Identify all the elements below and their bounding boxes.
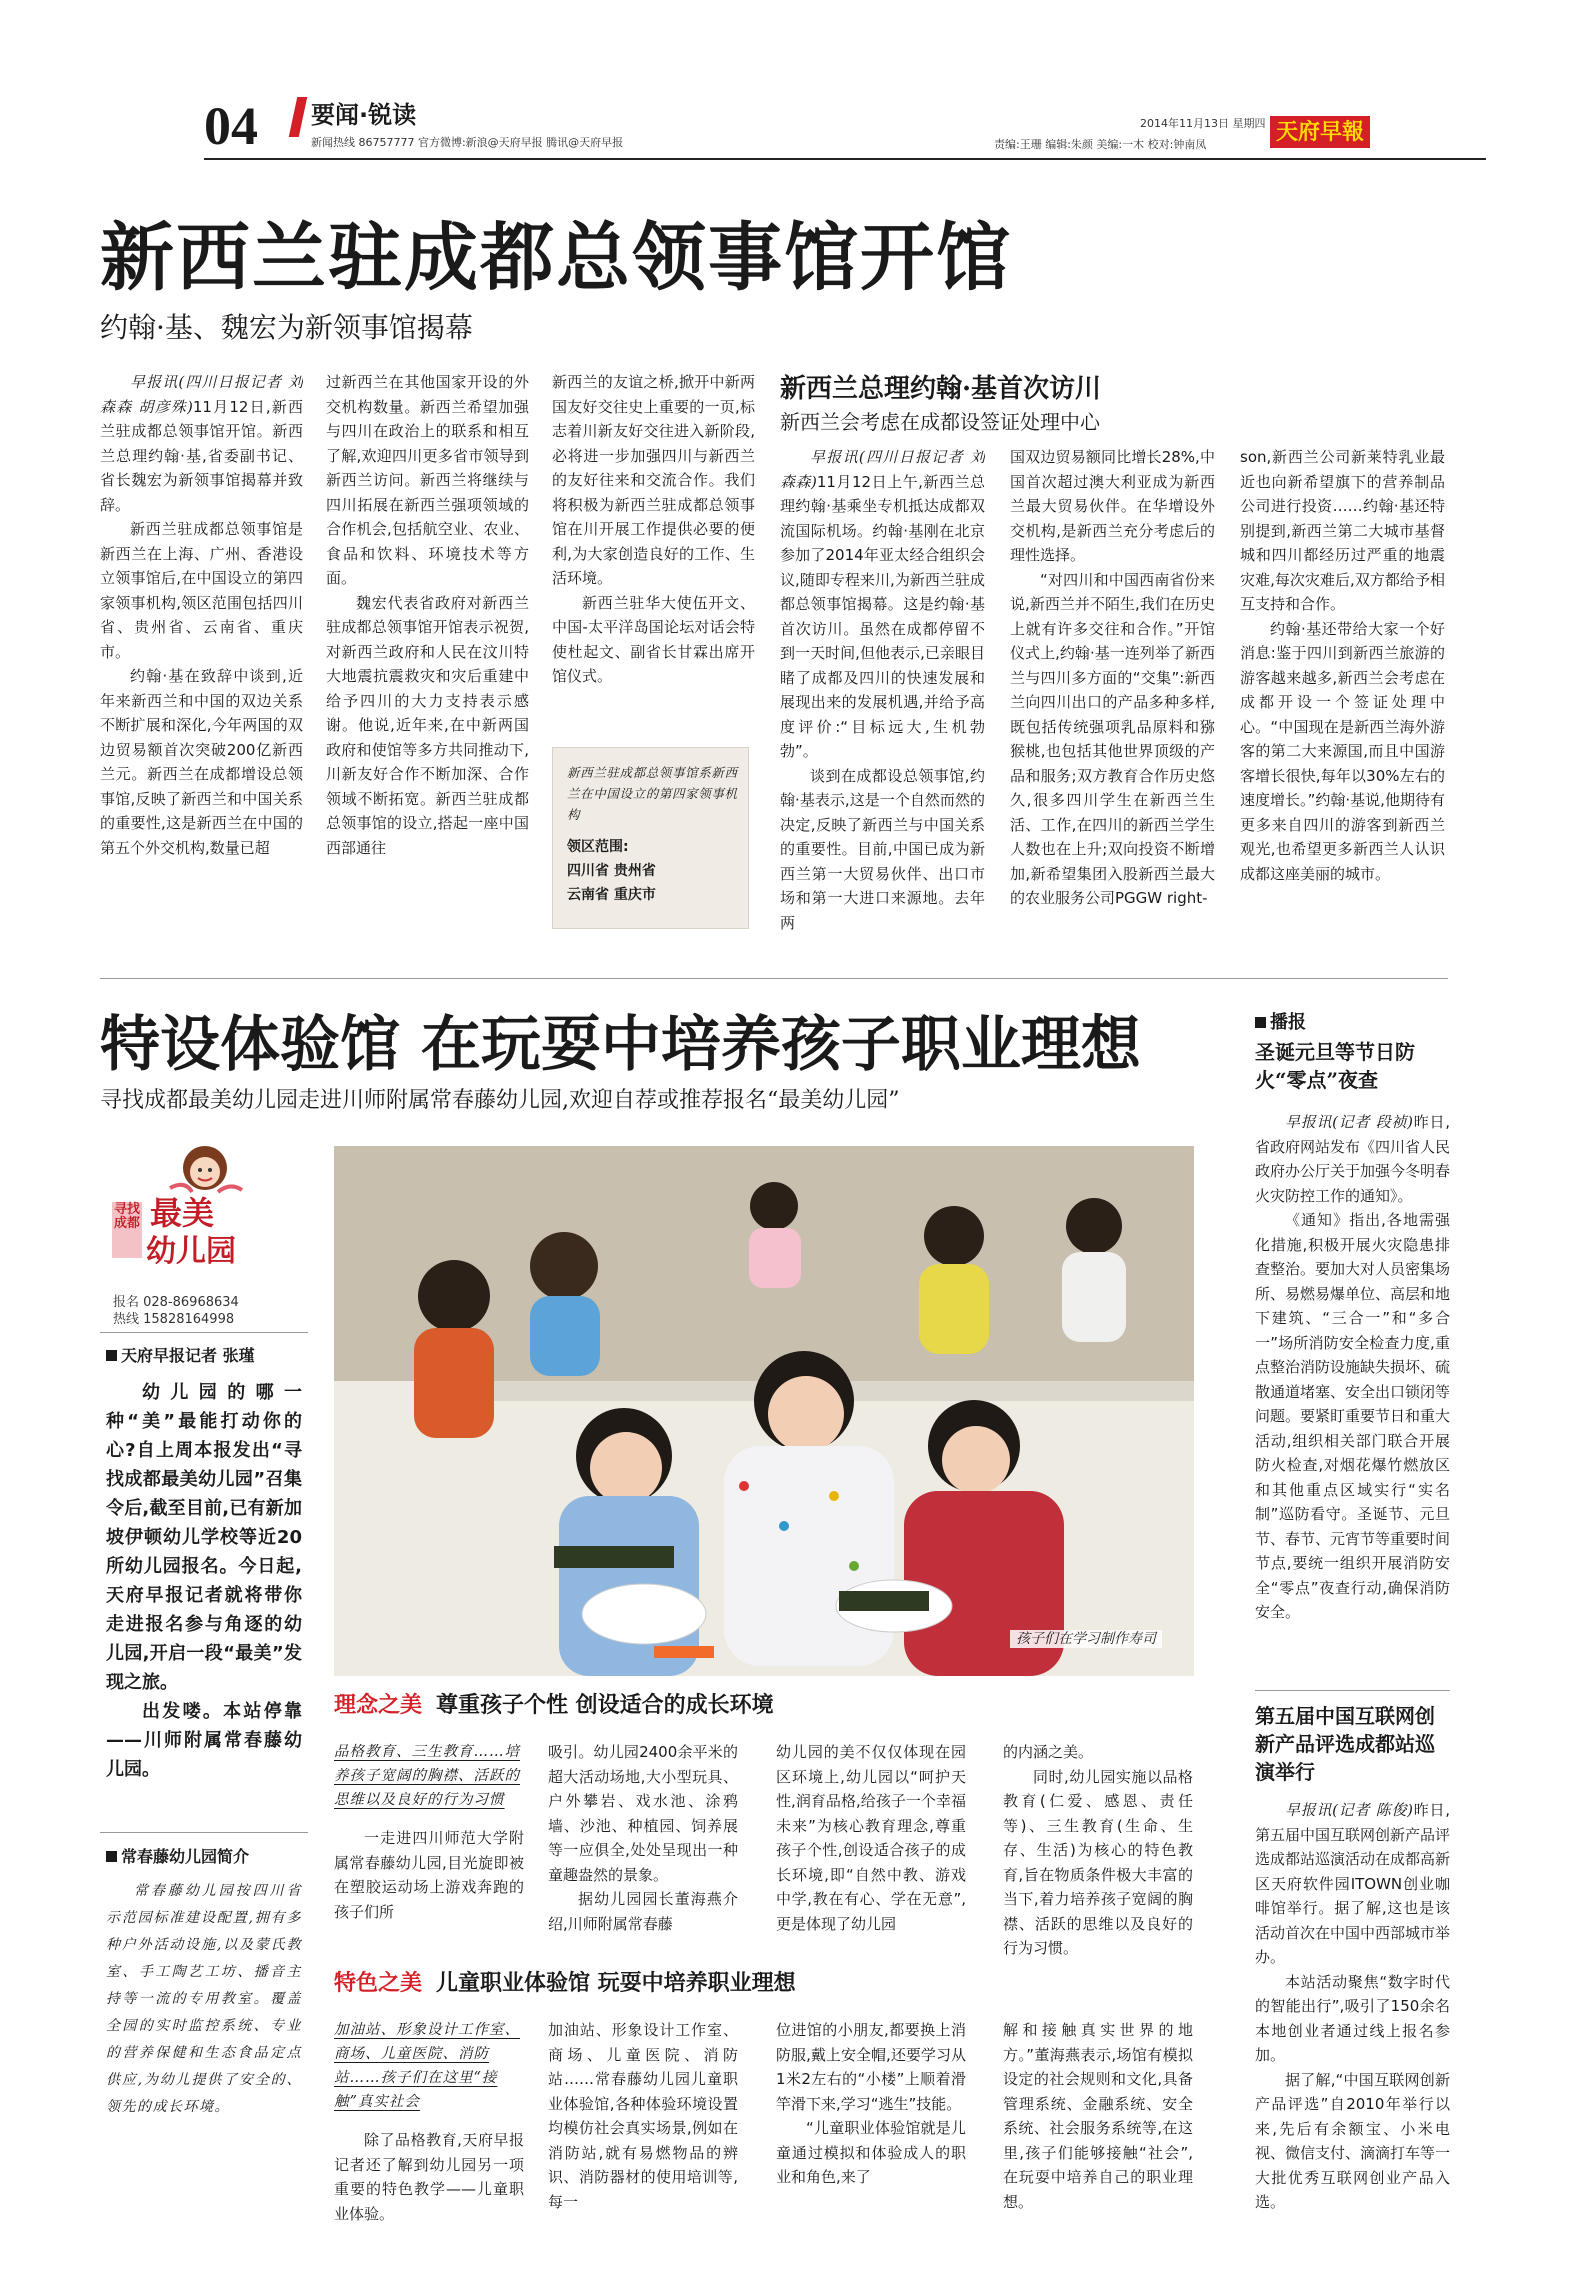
campaign-stamp [110, 1140, 250, 1290]
paragraph: 谈到在成都设总领事馆,约翰·基表示,这是一个自然而然的决定,反映了新西兰与中国关系的重要性。目前,中国已成为新西兰第一大贸易伙伴、出口市场和第一大进口来源地。去年两 [780, 766, 985, 932]
side-subhead: 新西兰会考虑在成都设签证处理中心 [780, 410, 1100, 434]
paragraph: 一走进四川师范大学附属常春藤幼儿园,目光旋即被在塑胶运动场上游戏奔跑的孩子们所 [334, 1829, 524, 1921]
paragraph: son,新西兰公司新莱特乳业最近也向新希望旗下的营养制品公司进行投资……约翰·基还特别提到,新西兰第二大城市基督城和四川都经历过严重的地震灾难,每次灾难后,双方都给予相互支持和合作。 [1240, 448, 1445, 613]
paragraph: 约翰·基还带给大家一个好消息:鉴于四川到新西兰旅游的游客越来越多,新西兰会考虑在成都开设一个签证处理中心。“中国现在是新西兰海外游客的第二大来源国,而且中国游客增长很快,每年以30%左右的速度增长。”约翰·基说,他期待有更多来自四川的游客到新西兰观光,也希望更多新西兰人认识成都这座美丽的城市。 [1240, 619, 1445, 883]
byline: 早报讯(记者 段祯) [1285, 1113, 1414, 1131]
bottom-subhead: 寻找成都最美幼儿园走进川师附属常春藤幼儿园,欢迎自荐或推荐报名“最美幼儿园” [100, 1088, 900, 1113]
byline: 早报讯(四川日报记者 刘森森) [780, 448, 985, 491]
hotline-phone: 热线 15828164998 [113, 1312, 235, 1327]
hotline: 新闻热线 86757777 官方微博:新浪@天府早报 腾讯@天府早报 [311, 136, 624, 149]
paragraph: 昨日,第五届中国互联网创新产品评选成都站巡演活动在成都高新区天府软件园ITOWN创业咖啡馆举行。据了解,这也是该活动首次在中国中西部城市举办。 [1255, 1801, 1450, 1966]
bottom-headline: 特设体验馆 在玩耍中培养孩子职业理想 [100, 1010, 1141, 1080]
info-box [552, 747, 749, 929]
sec2-col-1 [334, 2018, 524, 2278]
right-divider [1255, 1690, 1450, 1691]
region-label: 领区范围: [567, 839, 629, 855]
paragraph: 同时,幼儿园实施以品格教育(仁爱、感恩、责任等)、三生教育(生命、生存、生活)为核心的特色教育,旨在物质条件极大丰富的当下,着力培养孩子宽阔的胸襟、活跃的思维以及良好的行为习惯。 [1003, 1767, 1193, 1957]
lead-paragraph: 幼儿园的哪一种“美”最能打动你的心?自上周本报发出“寻找成都最美幼儿园”召集令后,截至目前,已有新加坡伊顿幼儿学校等近20所幼儿园报名。今日起,天府早报记者就将带你走进报名参与角逐的幼儿园,开启一段“最美”发现之旅。 [106, 1382, 302, 1693]
paragraph: 11月12日,新西兰驻成都总领事馆开馆。新西兰总理约翰·基,省委副书记、省长魏宏为新领事馆揭幕并致辞。 [100, 397, 303, 514]
side-col-1 [780, 445, 985, 960]
photo-illustration [334, 1146, 1194, 1676]
paragraph: 除了品格教育,天府早报记者还了解到幼儿园另一项重要的特色教学——儿童职业体验。 [334, 2131, 524, 2223]
section-flag [289, 97, 308, 137]
top-headline: 新西兰驻成都总领事馆开馆 [100, 215, 1012, 301]
section1-heading [334, 1690, 774, 1720]
sec2-col-3 [776, 2018, 966, 2278]
brief-1-title: 圣诞元旦等节日防火“零点”夜查 [1255, 1040, 1415, 1092]
top-col-1 [100, 370, 303, 960]
paragraph: 据幼儿园园长董海燕介绍,川师附属常春藤 [548, 1890, 738, 1933]
reporter-line: 天府早报记者 张瑾 [106, 1345, 255, 1367]
section1-quote: 品格教育、三生教育……培养孩子宽阔的胸襟、活跃的思维以及良好的行为习惯 [334, 1744, 520, 1808]
section1-label: 理念之美 [334, 1692, 423, 1718]
byline: 早报讯(记者 陈俊) [1285, 1801, 1414, 1819]
signup-phone: 报名 028-86968634 [113, 1295, 239, 1310]
paragraph: 国双边贸易额同比增长28%,中国首次超过澳大利亚成为新西兰最大贸易伙伴。在华增设外交机构,是新西兰充分考虑后的理性选择。 [1010, 448, 1215, 564]
header-rule [204, 158, 1486, 160]
issue-date: 2014年11月13日 星期四 [1140, 117, 1266, 130]
section-title: 要闻·锐读 [311, 101, 417, 129]
stamp-line-2: 幼儿园 [146, 1234, 236, 1269]
paragraph: 解和接触真实世界的地方。”董海燕表示,场馆有模拟设定的社会规则和文化,具备管理系统、金融系统、安全系统、社会服务系统等,在这里,孩子们能够接触“社会”,在玩耍中培养自己的职业理想。 [1003, 2021, 1193, 2211]
side-headline: 新西兰总理约翰·基首次访川 [780, 374, 1102, 404]
top-col-2 [326, 370, 529, 960]
sec1-col-3 [776, 1740, 966, 1960]
region-list: 四川省 贵州省 [567, 863, 656, 879]
paragraph: 《通知》指出,各地需强化措施,积极开展火灾隐患排查整治。要加大对人员密集场所、易燃易爆单位、高层和地下建筑、“三合一”和“多合一”场所消防安全检查力度,重点整治消防设施缺失损坏、硫散通道堵塞、安全出口锁闭等问题。要紧盯重要节日和重大活动,组织相关部门联合开展防火检查,对烟花爆竹燃放区和其他重点区域实行“实名制”巡防看守。圣诞节、元旦节、春节、元宵节等重要时间节点,要统一组织开展消防安全“零点”夜查行动,确保消防安全。 [1255, 1211, 1450, 1621]
brief-section-title: 播报 [1255, 1012, 1306, 1034]
paragraph: 11月12日上午,新西兰总理约翰·基乘坐专机抵达成都双流国际机场。约翰·基刚在北京参加了2014年亚太经合组织会议,随即专程来川,为新西兰驻成都总领事馆揭幕。这是约翰·基首次访川。虽然在成都停留不到一天时间,但他表示,已亲眼目睹了成都及四川的快速发展和展现出来的发展机遇,并给予高度评价:“目标远大,生机勃勃”。 [780, 472, 985, 760]
lead-column [106, 1378, 302, 1818]
square-bullet-icon [1255, 1017, 1266, 1028]
paragraph: “儿童职业体验馆就是儿童通过模拟和体验成人的职业和角色,来了 [776, 2119, 966, 2186]
newspaper-logo: 天府早報 [1270, 116, 1370, 148]
brief-2-title: 第五届中国互联网创新产品评选成都站巡演举行 [1255, 1704, 1435, 1784]
paragraph: 新西兰驻华大使伍开文、中国-太平洋岛国论坛对话会特使杜起文、副省长甘霖出席开馆仪式。 [552, 593, 755, 685]
paragraph: 新西兰驻成都总领事馆是新西兰在上海、广州、香港设立领事馆后,在中国设立的第四家领事机构,领区范围包括四川省、贵州省、云南省、重庆市。 [100, 520, 303, 661]
paragraph: 新西兰的友谊之桥,掀开中新两国友好交往史上重要的一页,标志着川新友好交往进入新阶段,必将进一步加强四川与新西兰的友好往来和交流合作。我们将积极为新西兰驻成都总领事馆在川开展工作提供必要的便利,为大家创造良好的工作、生活环境。 [552, 373, 755, 587]
left-divider [100, 1332, 308, 1333]
section2-title: 儿童职业体验馆 玩耍中培养职业理想 [436, 1970, 796, 1996]
paragraph: 加油站、形象设计工作室、商场、儿童医院、消防站……常春藤幼儿园儿童职业体验馆,各种体验环境设置均模仿社会真实场景,例如在消防站,就有易燃物品的辨识、消防器材的使用培训等,每一 [548, 2021, 738, 2211]
section2-heading [334, 1968, 796, 1998]
paragraph: 约翰·基在致辞中谈到,近年来新西兰和中国的双边关系不断扩展和深化,今年两国的双边贸易额首次突破200亿新西兰元。新西兰在成都增设总领事馆,反映了新西兰和中国关系的重要性,这是新西兰在中国的第五个外交机构,数量已超 [100, 667, 303, 857]
paragraph: 魏宏代表省政府对新西兰驻成都总领事馆开馆表示祝贺,对新西兰政府和人民在汶川特大地震抗震救灾和灾后重建中给予四川的大力支持表示感谢。他说,近年来,在中新两国政府和使馆等多方共同推动下,川新友好合作不断加深、合作领域不断拓宽。新西兰驻成都总领事馆的设立,搭起一座中国西部通往 [326, 593, 529, 857]
editors-line: 责编:王珊 编辑:朱颜 美编:一木 校对:钟南凤 [994, 138, 1207, 151]
region-list: 云南省 重庆市 [567, 887, 656, 903]
left-divider [100, 1832, 308, 1833]
intro-column [106, 1878, 302, 2198]
byline: 早报讯(四川日报记者 刘森森 胡彦殊) [100, 373, 303, 416]
section2-label: 特色之美 [334, 1970, 423, 1996]
info-box-text: 新西兰驻成都总领事馆系新西兰在中国设立的第四家领事机构 [567, 765, 737, 822]
paragraph: 据了解,“中国互联网创新产品评选”自2010年举行以来,先后有余额宝、小米电视、微信支付、滴滴打车等一大批优秀互联网创业产品入选。 [1255, 2070, 1450, 2211]
sec1-col-1 [334, 1740, 524, 1960]
paragraph: 过新西兰在其他国家开设的外交机构数量。新西兰希望加强与四川在政治上的联系和相互了解,欢迎四川更多省市领导到新西兰访问。新西兰将继续与四川拓展在新西兰强项领域的合作机会,包括航空业、农业、食品和饮料、环境技术等方面。 [326, 373, 529, 587]
intro-title: 常春藤幼儿园简介 [106, 1846, 249, 1868]
paragraph: 位进馆的小朋友,都要换上消防服,戴上安全帽,还要学习从1米2左右的“小楼”上顺着滑竿滑下来,学习“逃生”技能。 [776, 2021, 966, 2113]
section2-quote: 加油站、形象设计工作室、商场、儿童医院、消防站……孩子们在这里“接触”真实社会 [334, 2022, 520, 2110]
paragraph: 昨日,省政府网站发布《四川省人民政府办公厅关于加强今冬明春火灾防控工作的通知》。 [1255, 1113, 1450, 1205]
top-col-3 [552, 370, 755, 740]
photo-caption: 孩子们在学习制作寿司 [1010, 1630, 1162, 1648]
square-bullet-icon [106, 1350, 117, 1361]
photo-children-sushi [334, 1146, 1194, 1676]
sec2-col-4 [1003, 2018, 1193, 2278]
side-col-2 [1010, 445, 1215, 960]
paragraph: 本站活动聚焦“数字时代的智能出行”,吸引了150余名本地创业者通过线上报名参加。 [1255, 1972, 1450, 2064]
paragraph: 幼儿园的美不仅仅体现在园区环境上,幼儿园以“呵护天性,润育品格,给孩子一个幸福未来”为核心教育理念,尊重孩子个性,创设适合孩子的成长环境,即“自然中教、游戏中学,教在有心、学在无意”,更是体现了幼儿园 [776, 1743, 966, 1933]
campaign-hotline [113, 1294, 239, 1328]
sec1-col-2 [548, 1740, 738, 1960]
page-number: 04 [204, 96, 258, 156]
brief-2 [1255, 1702, 1450, 2282]
top-subhead: 约翰·基、魏宏为新领事馆揭幕 [100, 311, 473, 344]
section-divider [100, 978, 1448, 979]
brief-1 [1255, 1038, 1450, 1678]
stamp-line-1: 最美 [150, 1194, 215, 1232]
stamp-small-text: 寻找成都 [112, 1202, 142, 1258]
intro-text: 常春藤幼儿园按四川省示范园标准建设配置,拥有多种户外活动设施,以及蒙氏教室、手工陶艺工坊、播音主持等一流的专用教室。覆盖全园的实时监控系统、专业的营养保健和生态食品定点供应,为幼儿提供了安全的、领先的成长环境。 [106, 1883, 302, 2115]
paragraph: 吸引。幼儿园2400余平米的超大活动场地,大小型玩具、户外攀岩、戏水池、涂鸦墙、沙池、种植园、饲养展等一应俱全,处处呈现出一种童趣盎然的景象。 [548, 1743, 738, 1884]
side-col-3 [1240, 445, 1445, 960]
lead-paragraph: 出发喽。本站停靠——川师附属常春藤幼儿园。 [106, 1701, 302, 1780]
square-bullet-icon [106, 1851, 117, 1862]
section1-title: 尊重孩子个性 创设适合的成长环境 [436, 1692, 774, 1718]
paragraph: 的内涵之美。 [1003, 1743, 1094, 1761]
sec2-col-2 [548, 2018, 738, 2278]
sec1-col-4 [1003, 1740, 1193, 1960]
paragraph: “对四川和中国西南省份来说,新西兰并不陌生,我们在历史上就有许多交往和合作。”开馆仪式上,约翰·基一连列举了新西兰与四川多方面的“交集”:新西兰向四川出口的产品多种多样,既包括传统强项乳品原料和猕猴桃,也包括其他世界顶级的产品和服务;双方教育合作历史悠久,很多四川学生在新西兰生活、工作,在四川的新西兰学生人数也在上升;双向投资不断增加,新希望集团入股新西兰最大的农业服务公司PGGW right- [1010, 570, 1215, 907]
